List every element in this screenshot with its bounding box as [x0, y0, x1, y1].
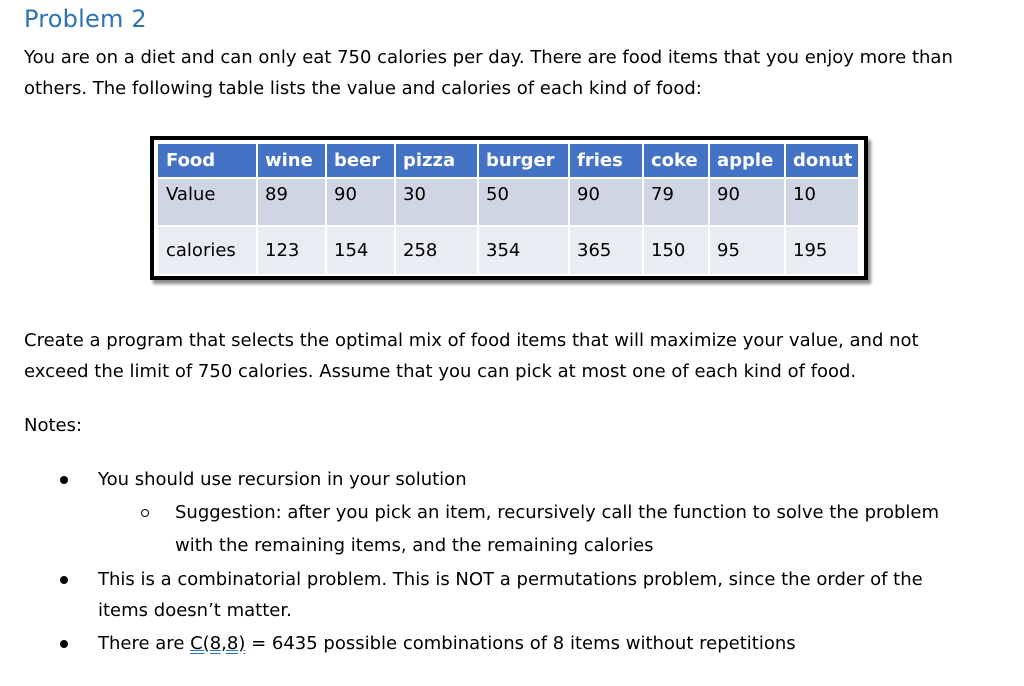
- bullet-combinations-suffix: = 6435 possible combinations of 8 items without repetitions: [245, 633, 796, 654]
- table-cell: 30: [396, 179, 479, 227]
- bullet-combinatorial-line-1: This is a combinatorial problem. This is NOT a permutations problem, since the order of the: [98, 569, 923, 590]
- bullet-combinations-prefix: There are: [98, 633, 191, 654]
- table-header-cell: Food: [158, 144, 258, 179]
- table-cell: 150: [644, 227, 710, 276]
- table-cell: 50: [479, 179, 570, 227]
- table-cell: 123: [258, 227, 327, 276]
- table-cell: 90: [327, 179, 396, 227]
- table-cell: 354: [479, 227, 570, 276]
- sub-bullet-suggestion-line-2: with the remaining items, and the remaining calories: [175, 535, 654, 556]
- food-table-frame: [150, 136, 868, 280]
- table-cell: 90: [570, 179, 644, 227]
- table-header-row: [158, 144, 860, 179]
- sub-bullet-circle-icon: [141, 509, 149, 517]
- food-table: [158, 144, 860, 276]
- bullet-combinations: [98, 628, 796, 660]
- table-cell: 195: [786, 227, 860, 276]
- bullet-dot-icon: [60, 576, 68, 584]
- table-row-value: [158, 179, 860, 227]
- combination-notation: C(8,8): [190, 633, 246, 654]
- task-line-1: Create a program that selects the optimal mix of food items that will maximize your value, and not: [24, 330, 919, 351]
- table-cell: calories: [158, 227, 258, 276]
- intro-line-1: You are on a diet and can only eat 750 calories per day. There are food items that you enjoy more than: [24, 47, 953, 68]
- table-cell: Value: [158, 179, 258, 227]
- task-paragraph: [24, 325, 919, 387]
- intro-line-2: others. The following table lists the value and calories of each kind of food:: [24, 78, 702, 99]
- table-header-cell: wine: [258, 144, 327, 179]
- table-cell: 89: [258, 179, 327, 227]
- table-cell: 95: [710, 227, 786, 276]
- table-cell: 10: [786, 179, 860, 227]
- table-header-cell: burger: [479, 144, 570, 179]
- bullet-dot-icon: [60, 476, 68, 484]
- bullet-combinatorial-line-2: items doesn’t matter.: [98, 600, 292, 621]
- table-header-cell: apple: [710, 144, 786, 179]
- task-line-2: exceed the limit of 750 calories. Assume that you can pick at most one of each kind of food.: [24, 361, 857, 382]
- problem-heading: Problem 2: [24, 5, 147, 33]
- table-row-calories: [158, 227, 860, 276]
- table-cell: 258: [396, 227, 479, 276]
- table-cell: 365: [570, 227, 644, 276]
- intro-paragraph: [24, 42, 953, 104]
- table-header-cell: fries: [570, 144, 644, 179]
- table-cell: 79: [644, 179, 710, 227]
- bullet-dot-icon: [60, 640, 68, 648]
- sub-bullet-suggestion-line-1: Suggestion: after you pick an item, recursively call the function to solve the problem: [175, 502, 940, 523]
- table-header-cell: pizza: [396, 144, 479, 179]
- table-header-cell: coke: [644, 144, 710, 179]
- table-header-cell: beer: [327, 144, 396, 179]
- notes-label: Notes:: [24, 415, 83, 436]
- table-cell: 90: [710, 179, 786, 227]
- bullet-recursion: You should use recursion in your solution: [98, 469, 467, 490]
- table-header-cell: donut: [786, 144, 860, 179]
- table-cell: 154: [327, 227, 396, 276]
